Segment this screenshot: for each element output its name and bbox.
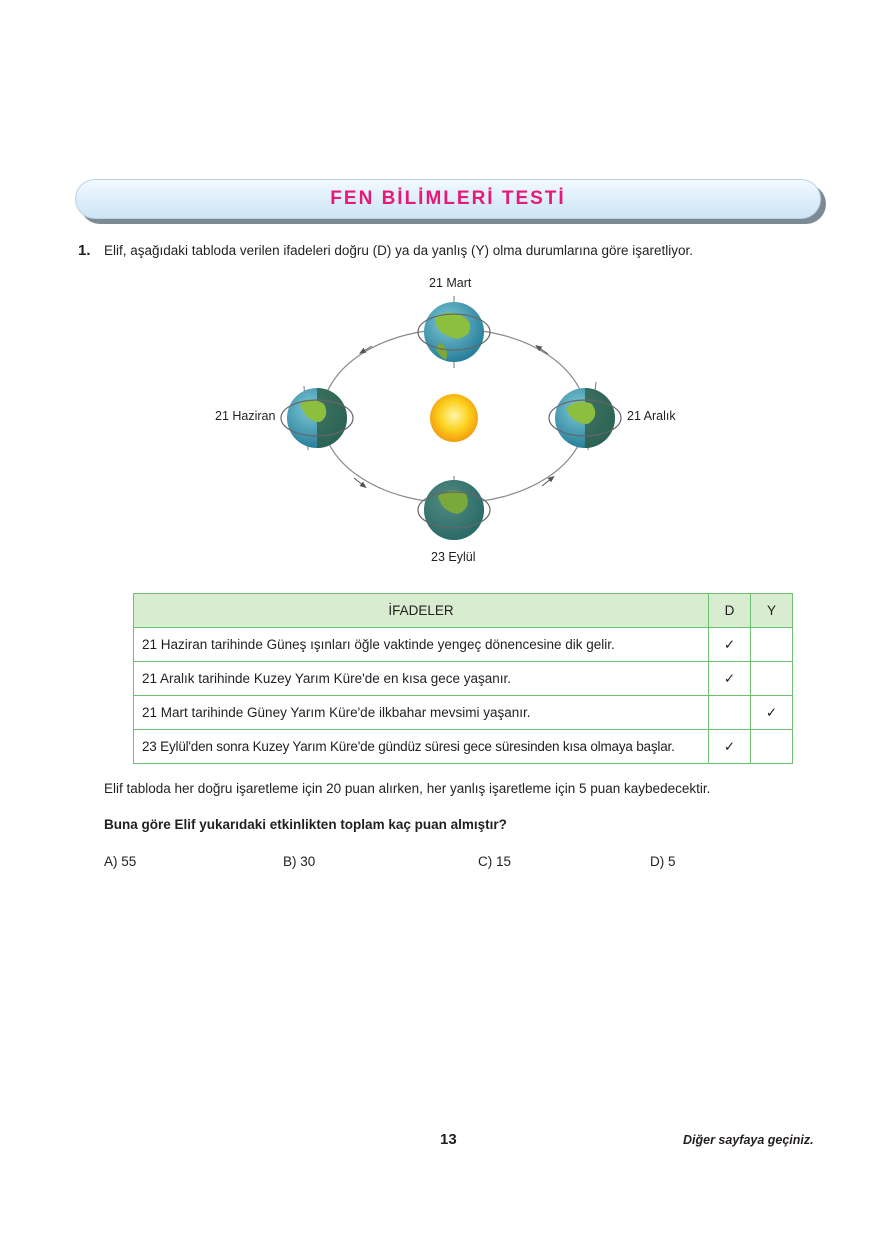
label-21-aralik: 21 Aralık bbox=[627, 409, 676, 423]
question-prompt: Buna göre Elif yukarıdaki etkinlikten toplam kaç puan almıştır? bbox=[104, 817, 507, 832]
next-page-note: Diğer sayfaya geçiniz. bbox=[683, 1133, 814, 1147]
option-c[interactable]: C) 15 bbox=[478, 854, 512, 869]
check-y: ✓ bbox=[751, 696, 793, 730]
statement-text: 21 Haziran tarihinde Güneş ışınları öğle vaktinde yengeç dönencesine dik gelir. bbox=[134, 628, 709, 662]
earth-icon-bottom bbox=[418, 476, 490, 540]
orbit-arrow-icon bbox=[542, 478, 552, 486]
check-d bbox=[709, 696, 751, 730]
header-statements: İFADELER bbox=[134, 594, 709, 628]
table-header-row bbox=[134, 594, 793, 628]
earth-orbit-diagram bbox=[200, 270, 700, 570]
earth-icon-left bbox=[281, 386, 353, 450]
table-row bbox=[134, 696, 793, 730]
page-number: 13 bbox=[440, 1131, 457, 1148]
statement-text: 21 Aralık tarihinde Kuzey Yarım Küre'de en kısa gece yaşanır. bbox=[134, 662, 709, 696]
question-intro: Elif, aşağıdaki tabloda verilen ifadeleri doğru (D) ya da yanlış (Y) olma durumlarına göre işaretliyor. bbox=[104, 243, 694, 258]
label-21-haziran: 21 Haziran bbox=[215, 409, 276, 423]
table-row bbox=[134, 628, 793, 662]
orbit-arrow-icon bbox=[538, 347, 548, 354]
header-banner bbox=[75, 179, 821, 219]
table-row bbox=[134, 662, 793, 696]
earth-icon-right bbox=[549, 382, 621, 450]
option-a[interactable]: A) 55 bbox=[104, 854, 137, 869]
earth-icon-top bbox=[418, 296, 490, 368]
label-23-eylul: 23 Eylül bbox=[431, 550, 476, 564]
question-number: 1. bbox=[78, 242, 91, 259]
check-y bbox=[751, 628, 793, 662]
header-d: D bbox=[709, 594, 751, 628]
sun-icon bbox=[430, 394, 478, 442]
option-d[interactable]: D) 5 bbox=[650, 854, 676, 869]
check-d: ✓ bbox=[709, 628, 751, 662]
label-21-mart: 21 Mart bbox=[429, 276, 472, 290]
test-title: FEN BİLİMLERİ TESTİ bbox=[330, 188, 566, 209]
statement-text: 23 Eylül'den sonra Kuzey Yarım Küre'de gündüz süresi gece süresinden kısa olmaya başlar. bbox=[134, 730, 709, 764]
check-d: ✓ bbox=[709, 662, 751, 696]
check-y bbox=[751, 730, 793, 764]
statement-text: 21 Mart tarihinde Güney Yarım Küre'de ilkbahar mevsimi yaşanır. bbox=[134, 696, 709, 730]
statements-table bbox=[133, 593, 793, 764]
check-d: ✓ bbox=[709, 730, 751, 764]
option-b[interactable]: B) 30 bbox=[283, 854, 316, 869]
table-row bbox=[134, 730, 793, 764]
header-y: Y bbox=[751, 594, 793, 628]
check-y bbox=[751, 662, 793, 696]
scoring-rule: Elif tabloda her doğru işaretleme için 20 puan alırken, her yanlış işaretleme için 5 puan kaybedecektir. bbox=[104, 781, 711, 796]
